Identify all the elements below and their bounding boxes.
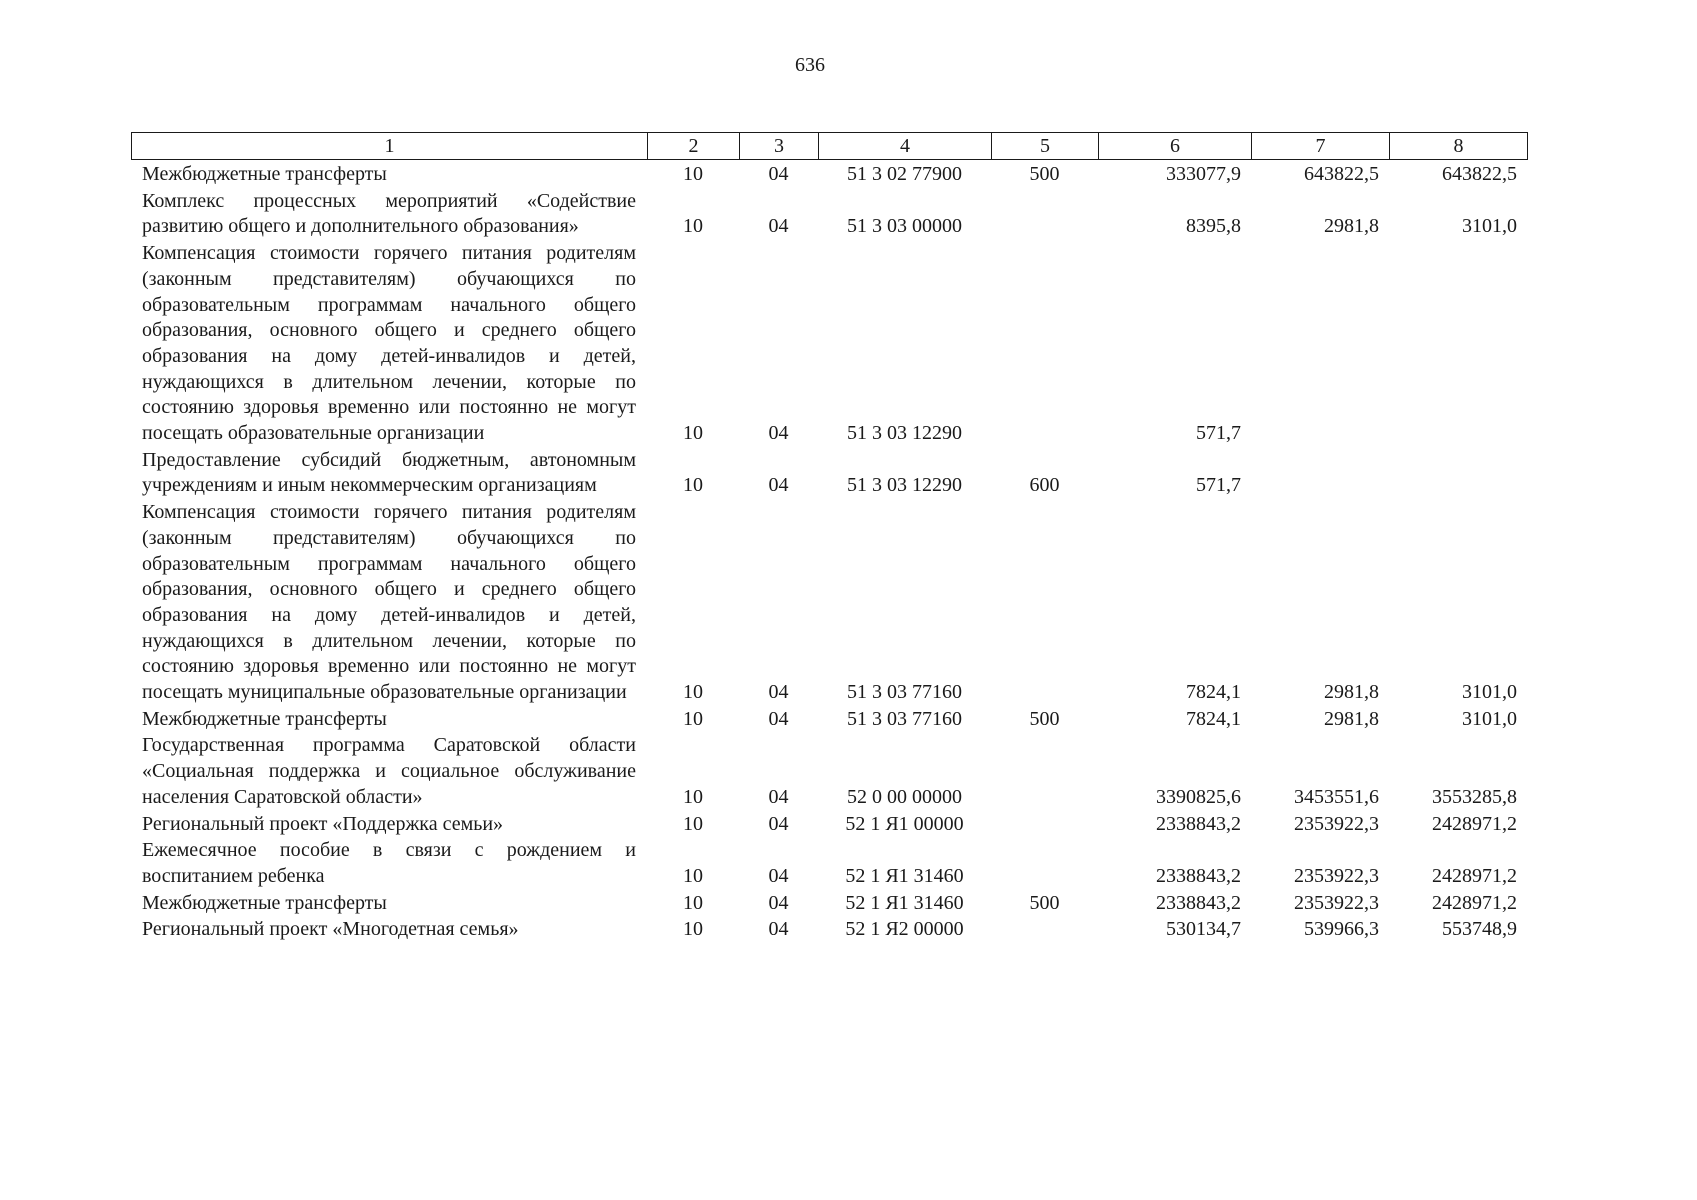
amount-col-6: 7824,1 [1186, 707, 1241, 730]
expense-type-code [991, 241, 1098, 448]
amount-col-8: 2428971,2 [1432, 891, 1517, 914]
amount-col-7: 2353922,3 [1294, 891, 1379, 914]
amount-col-6: 571,7 [1196, 474, 1241, 497]
amount-col-8 [1389, 448, 1527, 500]
section-code: 10 [683, 707, 703, 730]
amount-col-6: 2338843,2 [1156, 864, 1241, 887]
amount-col-7: 2981,8 [1324, 681, 1379, 704]
target-article-code: 51 3 02 77900 [847, 163, 962, 185]
table-row [131, 162, 1527, 189]
column-header-6: 6 [1099, 133, 1252, 160]
expense-type-code [991, 838, 1098, 890]
row-name: Межбюджетные трансферты [142, 163, 387, 185]
amount-col-8 [1389, 241, 1527, 448]
expense-type-code [991, 917, 1098, 944]
row-name: Региональный проект «Многодетная семья» [142, 918, 519, 941]
subsection-code: 04 [768, 785, 789, 808]
target-article-code: 51 3 03 12290 [847, 422, 962, 445]
amount-col-7: 3453551,6 [1294, 785, 1379, 808]
section-code: 10 [683, 812, 703, 835]
amount-col-6: 3390825,6 [1156, 785, 1241, 808]
amount-col-6: 7824,1 [1186, 681, 1241, 704]
subsection-code: 04 [768, 681, 789, 704]
target-article-code: 51 3 03 77160 [847, 707, 962, 730]
subsection-code: 04 [768, 918, 789, 941]
target-article-code: 52 1 Я1 31460 [845, 864, 964, 887]
subsection-code: 04 [768, 422, 789, 445]
amount-col-6: 2338843,2 [1156, 812, 1241, 835]
amount-col-8: 2428971,2 [1432, 812, 1517, 835]
section-code: 10 [683, 785, 703, 808]
expense-type-code [991, 812, 1098, 839]
amount-col-7: 643822,5 [1304, 163, 1379, 185]
table-row [131, 733, 1527, 811]
column-number-row [132, 133, 1528, 160]
column-header-1: 1 [132, 133, 648, 160]
row-name: Государственная программа Саратовской области «Социальная поддержка и социальное обслуживание населения Саратовской области» [142, 734, 636, 808]
section-code: 10 [683, 163, 703, 185]
table-row [131, 812, 1527, 839]
table-row [131, 707, 1527, 734]
row-name: Предоставление субсидий бюджетным, автономным учреждениям и иным некоммерческим организациям [142, 448, 636, 497]
subsection-code: 04 [768, 864, 789, 887]
row-name: Компенсация стоимости горячего питания родителям (законным представителям) обучающихся по образовательным программам начального общего образования, основного общего и среднего общего образования на дому детей-инвалидов и детей, нуждающихся в длительном лечении, которые по состоянию здоровья временно или постоянно не могут посещать муниципальные образовательные организации [142, 501, 636, 704]
row-name: Межбюджетные трансферты [142, 707, 387, 730]
section-code: 10 [683, 891, 703, 914]
target-article-code: 51 3 03 77160 [847, 681, 962, 704]
subsection-code: 04 [768, 163, 789, 185]
row-name: Межбюджетные трансферты [142, 891, 387, 914]
row-name: Ежемесячное пособие в связи с рождением и воспитанием ребенка [142, 839, 636, 887]
column-header-5: 5 [992, 133, 1099, 160]
amount-col-6: 333077,9 [1166, 163, 1241, 185]
amount-col-7 [1251, 241, 1389, 448]
subsection-code: 04 [768, 474, 789, 497]
column-header-2: 2 [648, 133, 740, 160]
row-name: Региональный проект «Поддержка семьи» [142, 812, 504, 835]
budget-table [131, 162, 1527, 944]
expense-type-code [991, 189, 1098, 241]
expense-type-code [991, 500, 1098, 707]
amount-col-8: 643822,5 [1442, 163, 1517, 185]
amount-col-6: 571,7 [1196, 422, 1241, 445]
column-header-table [131, 132, 1528, 160]
amount-col-7: 2353922,3 [1294, 864, 1379, 887]
amount-col-8: 3101,0 [1462, 681, 1517, 704]
amount-col-7: 539966,3 [1304, 918, 1379, 941]
section-code: 10 [683, 681, 703, 704]
subsection-code: 04 [768, 812, 789, 835]
column-header-4: 4 [819, 133, 992, 160]
section-code: 10 [683, 918, 703, 941]
section-code: 10 [683, 864, 703, 887]
row-name: Комплекс процессных мероприятий «Содействие развитию общего и дополнительного образования» [142, 189, 636, 238]
section-code: 10 [683, 474, 703, 497]
target-article-code: 52 0 00 00000 [847, 785, 962, 808]
expense-type-code [991, 733, 1098, 811]
page-number: 636 [795, 54, 825, 76]
expense-type-code: 500 [1029, 707, 1060, 730]
row-name: Компенсация стоимости горячего питания родителям (законным представителям) обучающихся по образовательным программам начального общего образования, основного общего и среднего общего образования на дому детей-инвалидов и детей, нуждающихся в длительном лечении, которые по состоянию здоровья временно или постоянно не могут посещать образовательные организации [142, 242, 636, 445]
table-row [131, 448, 1527, 500]
amount-col-6: 530134,7 [1166, 918, 1241, 941]
expense-type-code: 500 [1029, 891, 1060, 914]
amount-col-6: 8395,8 [1186, 215, 1241, 238]
amount-col-7: 2353922,3 [1294, 812, 1379, 835]
target-article-code: 51 3 03 00000 [847, 215, 962, 238]
target-article-code: 51 3 03 12290 [847, 474, 962, 497]
subsection-code: 04 [768, 707, 789, 730]
amount-col-7: 2981,8 [1324, 707, 1379, 730]
target-article-code: 52 1 Я2 00000 [845, 918, 964, 941]
section-code: 10 [683, 422, 703, 445]
table-row [131, 500, 1527, 707]
amount-col-8: 3101,0 [1462, 707, 1517, 730]
subsection-code: 04 [768, 891, 789, 914]
table-row [131, 917, 1527, 944]
amount-col-6: 2338843,2 [1156, 891, 1241, 914]
column-header-8: 8 [1390, 133, 1528, 160]
amount-col-7 [1251, 448, 1389, 500]
amount-col-8: 3101,0 [1462, 215, 1517, 238]
table-row [131, 838, 1527, 890]
table-row [131, 189, 1527, 241]
expense-type-code: 600 [1029, 474, 1060, 497]
amount-col-8: 553748,9 [1442, 918, 1517, 941]
target-article-code: 52 1 Я1 31460 [845, 891, 964, 914]
expense-type-code: 500 [1029, 163, 1060, 185]
target-article-code: 52 1 Я1 00000 [845, 812, 964, 835]
column-header-7: 7 [1252, 133, 1390, 160]
section-code: 10 [683, 215, 703, 238]
subsection-code: 04 [768, 215, 789, 238]
amount-col-8: 2428971,2 [1432, 864, 1517, 887]
column-header-3: 3 [740, 133, 819, 160]
amount-col-7: 2981,8 [1324, 215, 1379, 238]
table-row [131, 241, 1527, 448]
table-row [131, 891, 1527, 918]
amount-col-8: 3553285,8 [1432, 785, 1517, 808]
